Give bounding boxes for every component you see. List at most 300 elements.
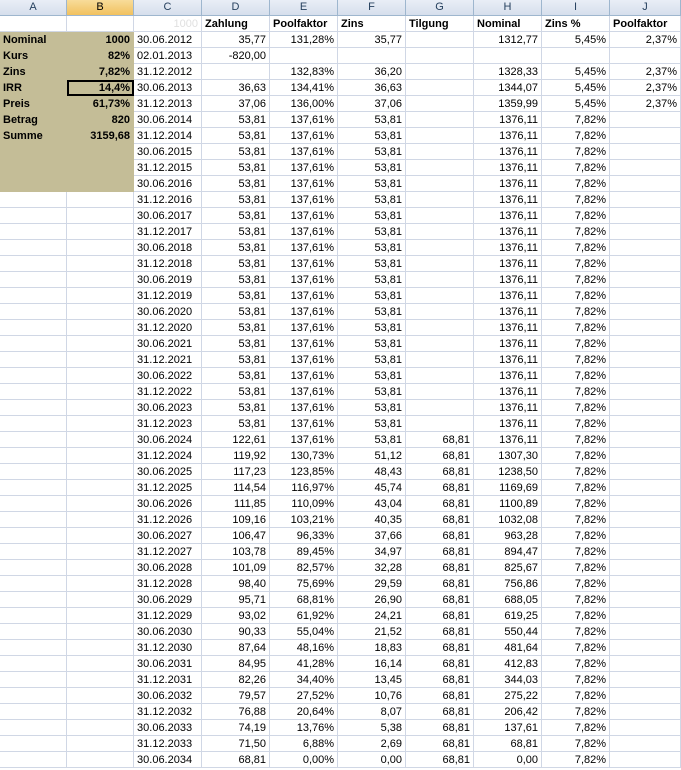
cell[interactable] [67,416,134,432]
cell[interactable] [0,224,67,240]
cell[interactable]: 1359,99 [474,96,542,112]
cell[interactable] [610,368,681,384]
cell[interactable] [406,192,474,208]
column-title-g[interactable]: Tilgung [406,16,474,32]
cell[interactable] [67,480,134,496]
cell[interactable]: 36,63 [338,80,406,96]
cell[interactable] [0,736,67,752]
cell[interactable]: 29,59 [338,576,406,592]
cell[interactable] [0,432,67,448]
cell[interactable] [542,48,610,64]
cell[interactable]: 68,81 [406,640,474,656]
column-header-b[interactable]: B [67,0,134,15]
cell[interactable]: 7,82% [542,720,610,736]
cell[interactable]: 7,82% [542,272,610,288]
cell[interactable] [406,80,474,96]
cell[interactable] [0,176,67,192]
cell[interactable]: 7,82% [542,208,610,224]
cell[interactable]: 82,26 [202,672,270,688]
cell[interactable] [610,256,681,272]
cell[interactable]: 53,81 [202,400,270,416]
date-cell[interactable]: 31.12.2032 [134,704,202,720]
column-header-h[interactable]: H [474,0,542,15]
cell[interactable]: 7,82% [542,688,610,704]
cell[interactable] [610,304,681,320]
cell[interactable]: 89,45% [270,544,338,560]
cell[interactable]: 75,69% [270,576,338,592]
cell[interactable]: 68,81 [406,576,474,592]
cell[interactable]: 53,81 [202,352,270,368]
cell[interactable]: 1312,77 [474,32,542,48]
cell[interactable] [474,48,542,64]
cell[interactable]: 130,73% [270,448,338,464]
cell[interactable]: 90,33 [202,624,270,640]
cell[interactable] [67,512,134,528]
cell[interactable] [0,352,67,368]
date-cell[interactable]: 31.12.2024 [134,448,202,464]
cell[interactable]: 53,81 [338,336,406,352]
cell[interactable] [406,160,474,176]
cell[interactable]: 2,37% [610,64,681,80]
cell[interactable]: 7,82% [542,384,610,400]
date-cell[interactable]: 30.06.2016 [134,176,202,192]
column-header-g[interactable]: G [406,0,474,15]
cell[interactable]: 1376,11 [474,240,542,256]
cell[interactable] [610,112,681,128]
param-label[interactable]: IRR [0,80,67,96]
cell[interactable]: 53,81 [202,176,270,192]
cell[interactable]: 106,47 [202,528,270,544]
cell[interactable] [610,384,681,400]
cell[interactable] [67,496,134,512]
cell[interactable]: 5,38 [338,720,406,736]
date-cell[interactable]: 30.06.2022 [134,368,202,384]
cell[interactable]: 95,71 [202,592,270,608]
cell[interactable]: 26,90 [338,592,406,608]
cell[interactable]: 7,82% [542,416,610,432]
cell[interactable]: 206,42 [474,704,542,720]
cell[interactable]: 7,82% [542,320,610,336]
cell[interactable]: 137,61% [270,112,338,128]
cell[interactable] [0,528,67,544]
cell[interactable]: 53,81 [202,256,270,272]
cell[interactable]: 1376,11 [474,288,542,304]
cell[interactable]: 68,81 [406,704,474,720]
column-title-h[interactable]: Nominal [474,16,542,32]
cell[interactable] [610,240,681,256]
cell[interactable]: 619,25 [474,608,542,624]
cell[interactable]: 13,45 [338,672,406,688]
cell[interactable]: 68,81 [406,448,474,464]
date-cell[interactable]: 30.06.2020 [134,304,202,320]
cell[interactable] [406,128,474,144]
param-value[interactable]: 820 [67,112,134,128]
cell[interactable]: 53,81 [202,320,270,336]
cell[interactable] [0,208,67,224]
cell[interactable]: 68,81 [406,464,474,480]
cell[interactable]: 7,82% [542,352,610,368]
cell[interactable] [610,432,681,448]
cell[interactable]: 1376,11 [474,112,542,128]
cell[interactable] [67,528,134,544]
cell[interactable]: 5,45% [542,80,610,96]
cell[interactable]: 53,81 [338,176,406,192]
param-value[interactable]: 1000 [67,32,134,48]
cell[interactable]: 1376,11 [474,416,542,432]
cell[interactable]: 1376,11 [474,224,542,240]
cell[interactable]: 74,19 [202,720,270,736]
cell[interactable]: 34,97 [338,544,406,560]
column-header-a[interactable]: A [0,0,67,15]
cell[interactable]: 7,82% [542,192,610,208]
cell[interactable]: 61,92% [270,608,338,624]
date-cell[interactable]: 31.12.2029 [134,608,202,624]
cell[interactable]: 131,28% [270,32,338,48]
cell[interactable]: 103,21% [270,512,338,528]
cell[interactable]: 68,81 [474,736,542,752]
cell[interactable] [67,704,134,720]
cell[interactable]: 756,86 [474,576,542,592]
cell[interactable]: 481,64 [474,640,542,656]
date-cell[interactable]: 31.12.2017 [134,224,202,240]
cell[interactable] [610,480,681,496]
cell[interactable]: 137,61% [270,336,338,352]
date-cell[interactable]: 30.06.2032 [134,688,202,704]
cell[interactable]: 7,82% [542,160,610,176]
cell[interactable]: 1328,33 [474,64,542,80]
cell[interactable]: 53,81 [338,144,406,160]
cell[interactable]: 1344,07 [474,80,542,96]
cell[interactable]: 137,61% [270,416,338,432]
cell[interactable]: 53,81 [202,288,270,304]
param-value[interactable]: 82% [67,48,134,64]
cell[interactable]: 7,82% [542,640,610,656]
cell[interactable]: 7,82% [542,512,610,528]
cell[interactable]: 1376,11 [474,368,542,384]
cell[interactable] [67,272,134,288]
cell[interactable] [0,720,67,736]
cell[interactable]: 7,82% [542,656,610,672]
cell[interactable] [0,256,67,272]
cell[interactable] [406,48,474,64]
cell[interactable]: 1032,08 [474,512,542,528]
cell[interactable]: 5,45% [542,64,610,80]
cell[interactable] [610,272,681,288]
cell[interactable] [67,656,134,672]
param-value[interactable]: 3159,68 [67,128,134,144]
cell[interactable]: 137,61% [270,240,338,256]
date-cell[interactable]: 31.12.2019 [134,288,202,304]
cell[interactable] [610,592,681,608]
cell[interactable]: 53,81 [338,224,406,240]
cell[interactable]: 117,23 [202,464,270,480]
cell[interactable]: 53,81 [338,128,406,144]
cell[interactable]: 7,82% [542,448,610,464]
cell[interactable] [67,640,134,656]
cell[interactable] [0,400,67,416]
cell[interactable] [67,752,134,768]
cell[interactable] [610,128,681,144]
cell[interactable] [67,384,134,400]
cell[interactable] [0,240,67,256]
cell[interactable]: 7,82% [542,704,610,720]
cell[interactable] [406,384,474,400]
cell[interactable]: 53,81 [202,192,270,208]
cell[interactable]: 18,83 [338,640,406,656]
cell[interactable]: 7,82% [542,240,610,256]
cell[interactable]: 53,81 [338,352,406,368]
cell[interactable]: 7,82% [542,176,610,192]
cell[interactable]: 1376,11 [474,352,542,368]
cell[interactable] [406,272,474,288]
cell[interactable] [0,416,67,432]
cell[interactable]: 1238,50 [474,464,542,480]
cell[interactable] [610,464,681,480]
cell[interactable] [406,288,474,304]
cell[interactable]: 0,00 [474,752,542,768]
cell[interactable] [0,16,67,32]
cell[interactable]: 68,81 [406,544,474,560]
cell[interactable]: 53,81 [202,208,270,224]
cell[interactable] [0,752,67,768]
cell[interactable] [406,32,474,48]
cell[interactable]: 35,77 [202,32,270,48]
cell[interactable] [610,736,681,752]
cell[interactable]: 137,61% [270,432,338,448]
date-cell[interactable]: 30.06.2027 [134,528,202,544]
column-title-f[interactable]: Zins [338,16,406,32]
cell[interactable]: 51,12 [338,448,406,464]
cell[interactable] [610,656,681,672]
cell[interactable]: 7,82% [542,672,610,688]
date-cell[interactable]: 31.12.2025 [134,480,202,496]
cell[interactable]: 68,81 [406,608,474,624]
cell[interactable] [610,512,681,528]
date-cell[interactable]: 31.12.2013 [134,96,202,112]
cell[interactable] [406,400,474,416]
cell[interactable] [610,224,681,240]
cell[interactable]: 53,81 [202,144,270,160]
param-label[interactable]: Zins [0,64,67,80]
cell[interactable]: 20,64% [270,704,338,720]
cell[interactable]: 114,54 [202,480,270,496]
column-header-e[interactable]: E [270,0,338,15]
date-cell[interactable]: 31.12.2026 [134,512,202,528]
cell[interactable]: 68,81% [270,592,338,608]
cell[interactable]: 122,61 [202,432,270,448]
column-header-c[interactable]: C [134,0,202,15]
cell[interactable] [67,304,134,320]
cell[interactable] [0,336,67,352]
cell[interactable]: 1376,11 [474,432,542,448]
cell[interactable] [67,352,134,368]
cell[interactable]: 53,81 [202,416,270,432]
cell[interactable]: 137,61% [270,400,338,416]
cell[interactable]: 119,92 [202,448,270,464]
cell[interactable]: 109,16 [202,512,270,528]
cell[interactable] [610,208,681,224]
cell[interactable]: 134,41% [270,80,338,96]
date-cell[interactable]: 31.12.2027 [134,544,202,560]
cell[interactable] [406,304,474,320]
cell[interactable]: 53,81 [202,336,270,352]
cell[interactable]: 41,28% [270,656,338,672]
date-cell[interactable]: 30.06.2029 [134,592,202,608]
date-cell[interactable]: 31.12.2016 [134,192,202,208]
cell[interactable] [67,544,134,560]
cell[interactable] [610,352,681,368]
cell[interactable]: 111,85 [202,496,270,512]
cell[interactable] [0,448,67,464]
cell[interactable] [67,736,134,752]
cell[interactable]: 36,20 [338,64,406,80]
cell[interactable]: 76,88 [202,704,270,720]
cell[interactable]: 550,44 [474,624,542,640]
cell[interactable]: 1376,11 [474,176,542,192]
cell[interactable]: 1307,30 [474,448,542,464]
cell[interactable]: 5,45% [542,32,610,48]
cell[interactable] [610,560,681,576]
cell[interactable] [610,448,681,464]
cell[interactable]: 7,82% [542,464,610,480]
cell[interactable]: 68,81 [406,624,474,640]
cell[interactable] [406,240,474,256]
date-cell[interactable]: 30.06.2021 [134,336,202,352]
param-value[interactable]: 14,4% [67,80,134,96]
cell[interactable] [338,48,406,64]
cell[interactable]: 53,81 [202,368,270,384]
cell[interactable] [610,160,681,176]
cell[interactable]: 1376,11 [474,384,542,400]
cell[interactable]: 53,81 [202,272,270,288]
cell[interactable]: 0,00 [338,752,406,768]
cell[interactable]: 93,02 [202,608,270,624]
cell[interactable]: 53,81 [338,160,406,176]
cell[interactable]: 7,82% [542,608,610,624]
date-cell[interactable]: 30.06.2014 [134,112,202,128]
cell[interactable]: 7,82% [542,144,610,160]
cell[interactable]: 68,81 [406,752,474,768]
cell[interactable]: 34,40% [270,672,338,688]
cell[interactable]: 98,40 [202,576,270,592]
param-label[interactable]: Nominal [0,32,67,48]
cell[interactable]: 2,37% [610,80,681,96]
cell[interactable] [67,624,134,640]
cell[interactable] [67,400,134,416]
cell[interactable]: 137,61% [270,256,338,272]
date-cell[interactable]: 31.12.2033 [134,736,202,752]
cell[interactable] [0,384,67,400]
cell[interactable]: 137,61 [474,720,542,736]
cell[interactable]: 1376,11 [474,304,542,320]
cell[interactable] [67,592,134,608]
cell[interactable]: 68,81 [406,432,474,448]
cell[interactable]: 2,37% [610,96,681,112]
cell[interactable] [610,320,681,336]
column-header-i[interactable]: I [542,0,610,15]
cell[interactable]: 7,82% [542,624,610,640]
cell[interactable] [0,656,67,672]
date-cell[interactable]: 30.06.2018 [134,240,202,256]
date-cell[interactable]: 31.12.2014 [134,128,202,144]
cell[interactable] [406,144,474,160]
cell[interactable]: 137,61% [270,208,338,224]
cell[interactable] [610,752,681,768]
cell[interactable]: 894,47 [474,544,542,560]
cell[interactable]: 53,81 [338,208,406,224]
cell[interactable]: 7,82% [542,288,610,304]
cell[interactable]: 7,82% [542,128,610,144]
cell[interactable]: 123,85% [270,464,338,480]
date-cell[interactable]: 31.12.2020 [134,320,202,336]
cell[interactable]: 96,33% [270,528,338,544]
cell[interactable] [0,688,67,704]
cell[interactable]: 36,63 [202,80,270,96]
cell[interactable]: 53,81 [338,416,406,432]
cell[interactable]: 79,57 [202,688,270,704]
cell[interactable] [67,336,134,352]
cell[interactable]: 137,61% [270,144,338,160]
cell[interactable] [406,368,474,384]
cell[interactable] [67,368,134,384]
cell[interactable]: 68,81 [406,592,474,608]
cell[interactable]: 87,64 [202,640,270,656]
cell[interactable]: 24,21 [338,608,406,624]
cell[interactable]: 8,07 [338,704,406,720]
cell[interactable] [610,288,681,304]
cell[interactable] [610,528,681,544]
cell[interactable]: 1169,69 [474,480,542,496]
cell[interactable]: 136,00% [270,96,338,112]
cell[interactable]: 110,09% [270,496,338,512]
cell[interactable]: 53,81 [338,320,406,336]
date-cell[interactable]: 31.12.2028 [134,576,202,592]
cell[interactable]: 1376,11 [474,192,542,208]
cell[interactable] [0,560,67,576]
cell[interactable] [67,144,134,160]
cell[interactable]: 7,82% [542,432,610,448]
cell[interactable]: 7,82% [542,368,610,384]
cell[interactable] [610,192,681,208]
cell[interactable]: 68,81 [406,720,474,736]
cell[interactable]: 1376,11 [474,400,542,416]
cell[interactable] [610,624,681,640]
cell[interactable]: 412,83 [474,656,542,672]
cell[interactable] [0,464,67,480]
cell[interactable]: 40,35 [338,512,406,528]
cell[interactable]: -820,00 [202,48,270,64]
column-title-d[interactable]: Zahlung [202,16,270,32]
cell[interactable]: 53,81 [202,304,270,320]
column-title-j[interactable]: Poolfaktor [610,16,681,32]
cell[interactable]: 53,81 [202,240,270,256]
cell[interactable] [67,176,134,192]
cell[interactable] [406,224,474,240]
cell[interactable] [0,544,67,560]
cell[interactable]: 7,82% [542,480,610,496]
cell[interactable] [67,240,134,256]
cell[interactable] [67,320,134,336]
cell[interactable]: 344,03 [474,672,542,688]
cell[interactable]: 116,97% [270,480,338,496]
date-cell[interactable]: 30.06.2030 [134,624,202,640]
cell[interactable] [610,400,681,416]
cell[interactable]: 137,61% [270,176,338,192]
cell[interactable]: 13,76% [270,720,338,736]
cell[interactable] [610,176,681,192]
cell[interactable]: 53,81 [202,112,270,128]
cell[interactable]: 53,81 [338,240,406,256]
